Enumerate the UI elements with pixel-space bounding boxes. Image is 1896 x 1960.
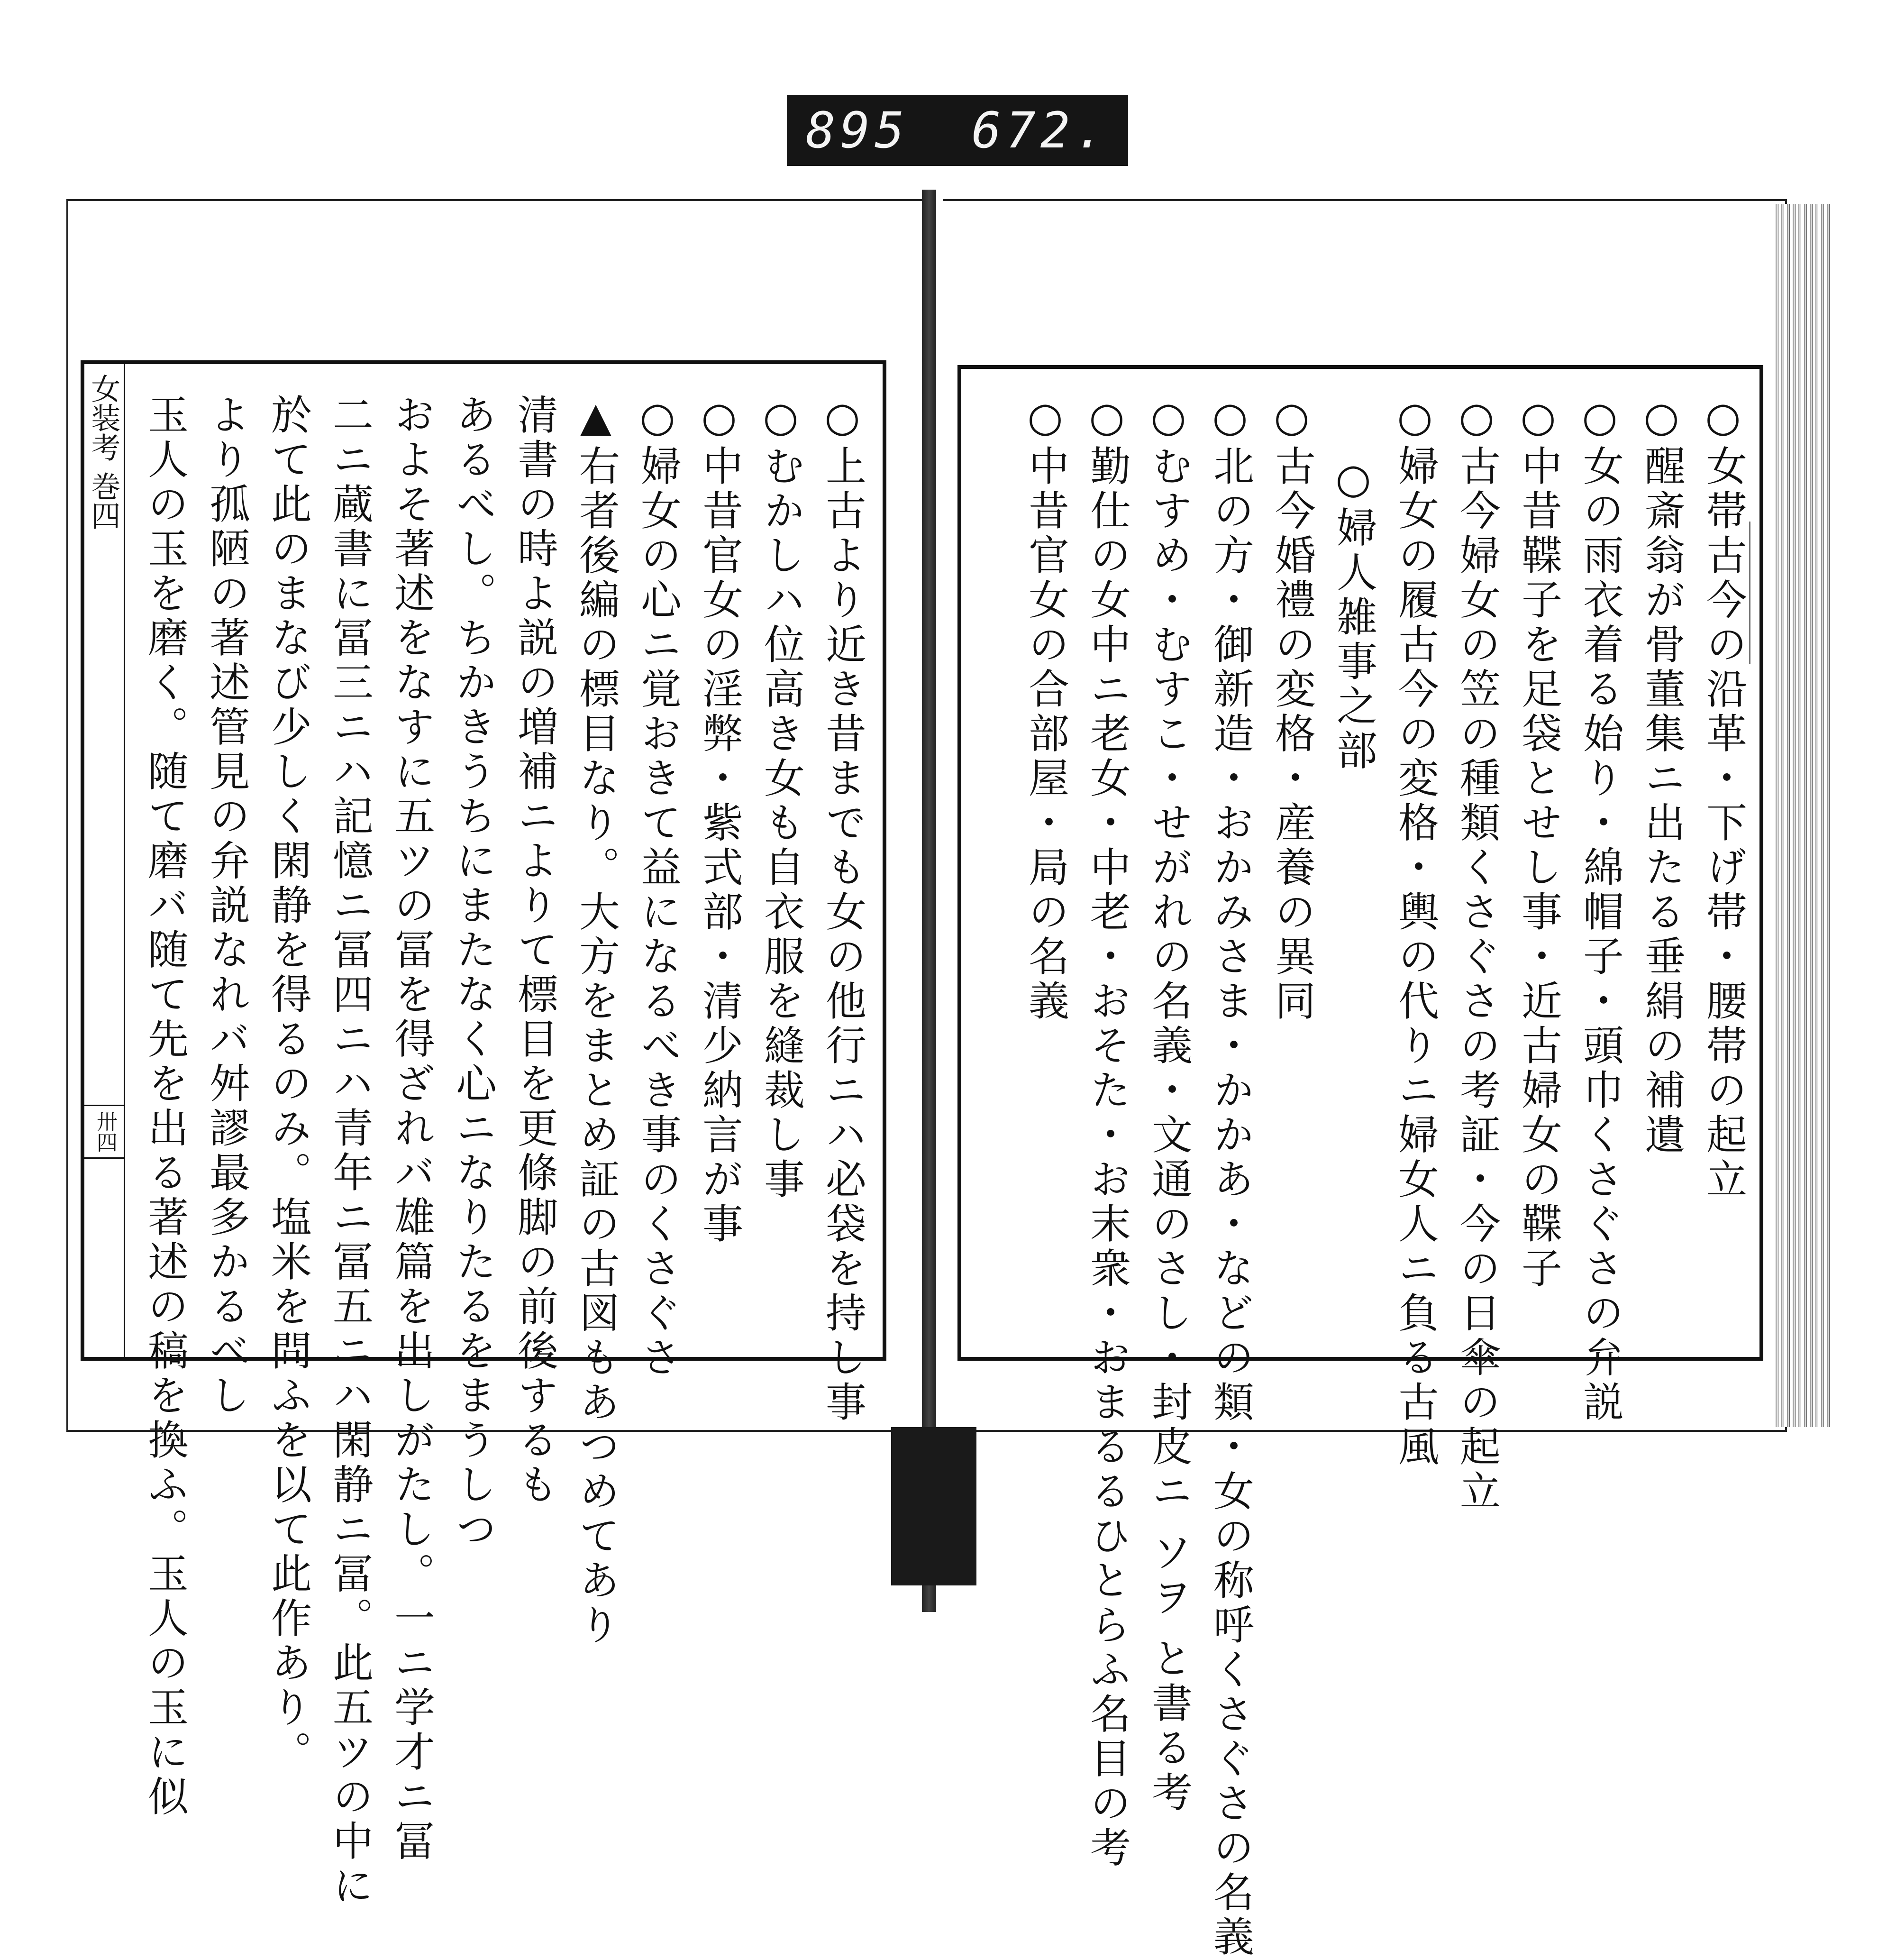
text-line: ○北の方・御新造・おかみさま・かかあ・などの類・女の称呼くさぐさの名義 [1206,394,1254,1960]
text-line: 二ニ蔵書に冨三ニハ記憶ニ冨四ニハ青年ニ冨五ニハ閑静ニ冨。此五ツの中に [326,394,373,1909]
left-page-text [134,394,873,1909]
text-line: ○中昔官女の合部屋・局の名義 [1021,394,1069,1024]
book-title: 女装考 [86,374,121,462]
text-line: あるべし。ちかきうちにまたなく心ニなりたるをまうしつ [449,394,496,1552]
text-line: ○むかしハ位高き女も自衣服を縫裁し事 [757,394,804,1202]
volume-number: 巻四 [86,471,121,530]
text-line: ○中昔官女の淫弊・紫式部・清少納言が事 [695,394,743,1247]
margin-rule [1749,522,1750,664]
archive-number-right: 672. [971,101,1109,159]
text-line: ○婦女の心ニ覚おきて益になるべき事のくさぐさ [634,394,681,1381]
text-line: およそ著述をなすに五ツの冨を得ざれバ雄篇を出しがたし。一ニ学才ニ冨 [387,394,435,1864]
book-gutter [922,190,936,1612]
text-line: 於て此のまなび少しく閑静を得るのみ。塩米を問ふを以て此作あり。 [264,394,311,1775]
text-line: ○女の雨衣着る始り・綿帽子・頭巾くさぐさの弁説 [1576,394,1623,1425]
text-line: 玉人の玉を磨く。随て磨バ随て先を出る著述の稿を換ふ。玉人の玉に似 [141,394,188,1820]
text-line: より孤陋の著述管見の弁説なれバ舛謬最多かるべし [202,394,250,1419]
text-line: ○婦女の履古今の変格・輿の代りニ婦女人ニ負る古風 [1391,394,1439,1470]
text-line: 清書の時よ説の増補ニよりて標目を更條脚の前後するも [510,394,558,1508]
text-line: ○女帯古今の沿革・下げ帯・腰帯の起立 [1699,394,1747,1202]
running-head [84,364,125,1357]
text-line: ○古今婦女の笠の種類くさぐさの考証・今の日傘の起立 [1453,394,1500,1514]
section-heading: ○婦人雑事之部 [1330,455,1377,774]
archive-label-plate [787,95,1128,166]
right-page-text [967,394,1754,1960]
folio-number: 卅四 [84,1105,125,1159]
page-edges [1773,204,1830,1427]
archive-number-left: 895 [806,101,909,159]
text-line: ○上古より近き昔までも女の他行ニハ必袋を持し事 [819,394,866,1425]
text-line: ○醒斎翁が骨董集ニ出たる垂絹の補遺 [1638,394,1685,1158]
text-line: ○勤仕の女中ニ老女・中老・おそた・お末衆・おまるるひとらふ名目の考 [1083,394,1130,1871]
gutter-shadow [891,1427,976,1585]
text-line: ○古今婚禮の変格・産養の異同 [1268,394,1315,1024]
text-line: ○むすめ・むすこ・せがれの名義・文通のさし・封皮ニ ソヲ と書る考 [1145,394,1192,1815]
text-line: ▲右者後編の標目なり。大方をまとめ証の古図もあつめてあり [572,394,620,1648]
text-line: ○中昔鞢子を足袋とせし事・近古婦女の鞢子 [1514,394,1562,1291]
